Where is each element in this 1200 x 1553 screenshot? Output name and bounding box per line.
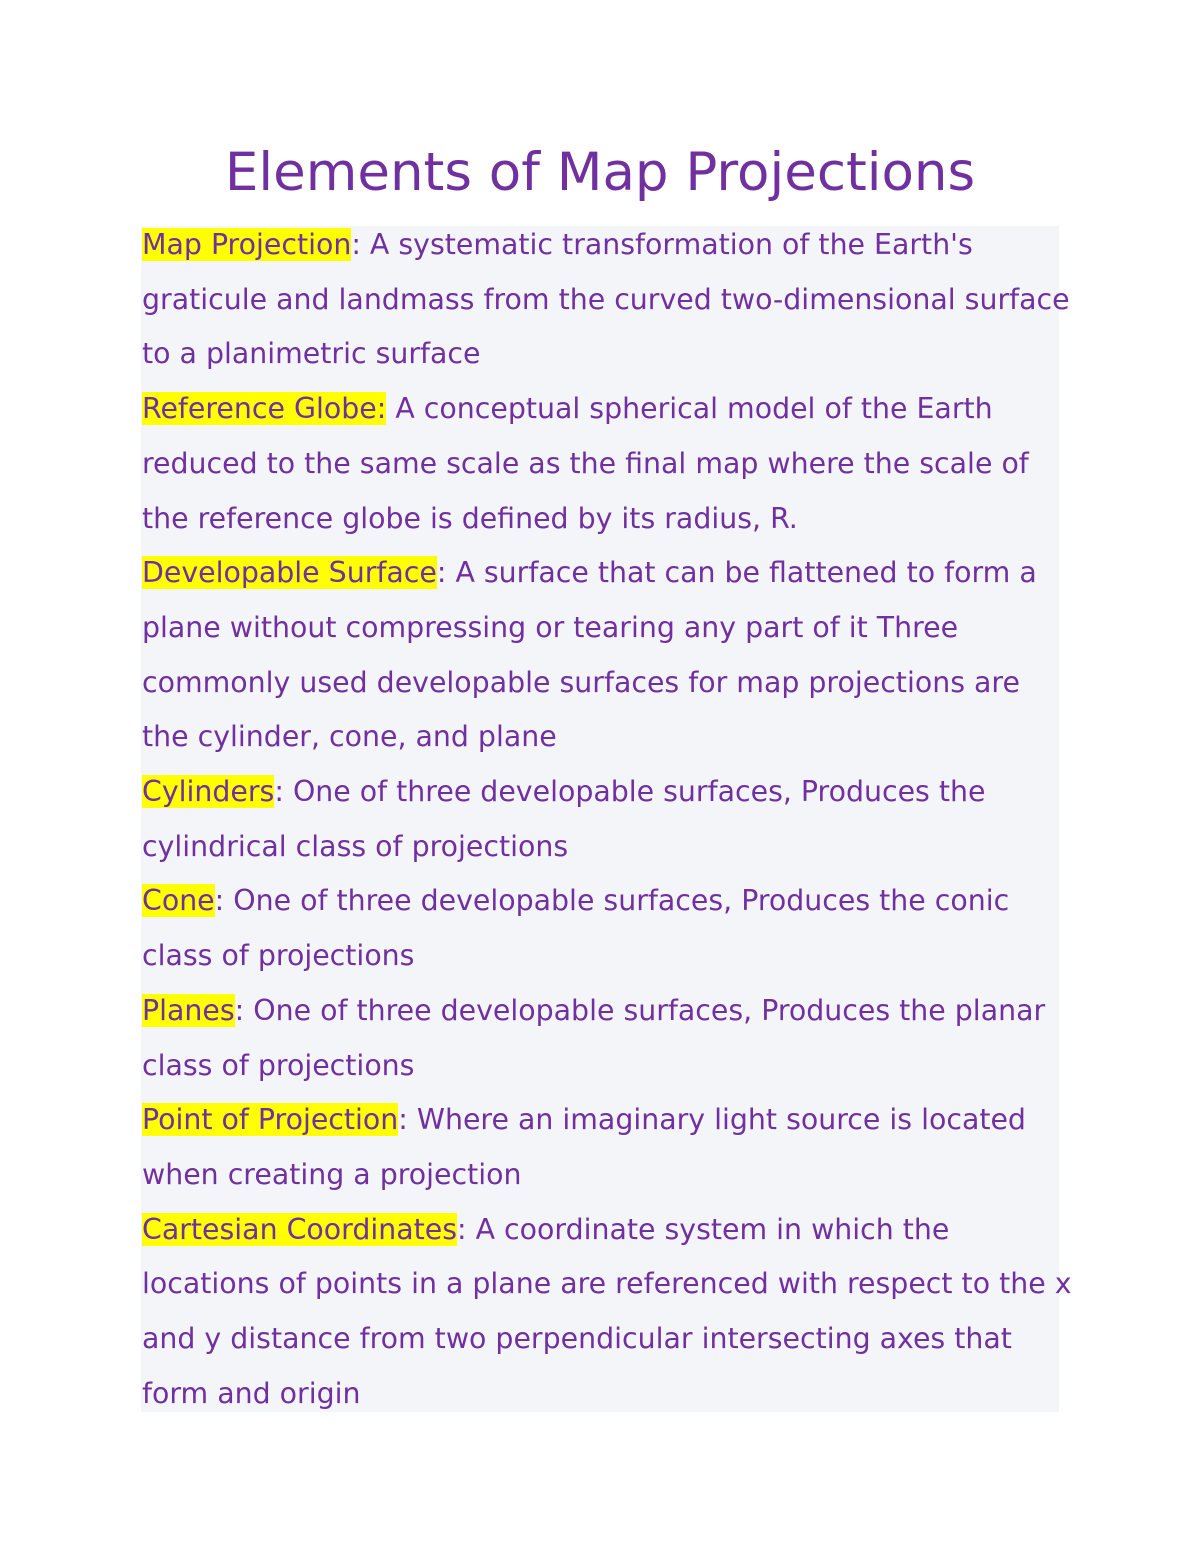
term-cone: Cone xyxy=(142,884,215,918)
term-point-of-projection: Point of Projection xyxy=(142,1103,399,1137)
definition-cylinders xyxy=(142,765,1072,874)
definitions-list xyxy=(142,218,1072,1421)
term-cylinders: Cylinders xyxy=(142,775,275,809)
term-map-projection: Map Projection xyxy=(142,228,352,261)
term-reference-globe: Reference Globe: xyxy=(142,392,387,426)
definition-text: One of three developable surfaces, Produces the cylindrical class of projections xyxy=(142,775,986,863)
definition-text: One of three developable surfaces, Produces the conic class of projections xyxy=(142,884,1010,973)
definition-text: Where an imaginary light source is located when creating a projection xyxy=(142,1103,1026,1191)
definition-cone xyxy=(142,874,1072,983)
definition-text: One of three developable surfaces, Produces the planar class of projections xyxy=(142,993,1046,1082)
definition-cartesian-coordinates xyxy=(142,1203,1072,1422)
definition-planes xyxy=(142,984,1072,1093)
separator: : xyxy=(351,228,370,261)
separator: : xyxy=(274,775,293,809)
definition-text: A coordinate system in which the locations of points in a plane are referenced with respect to the x and y distance from two perpendicular intersecting axes that form and origin xyxy=(142,1212,1072,1410)
term-developable-surface: Developable Surface xyxy=(142,556,437,590)
term-cartesian-coordinates: Cartesian Coordinates xyxy=(142,1212,458,1246)
separator: : xyxy=(214,884,234,918)
term-planes: Planes xyxy=(142,993,235,1027)
separator: : xyxy=(436,556,456,590)
definition-text: A surface that can be flattened to form a plane without compressing or tearing any part of it Three commonly used developable surfaces for map projections are the cylinder, cone, and plane xyxy=(142,556,1037,754)
separator: : xyxy=(234,993,254,1027)
separator xyxy=(386,392,395,425)
definition-map-projection xyxy=(142,218,1072,382)
separator: : xyxy=(457,1212,476,1246)
separator: : xyxy=(398,1103,417,1137)
definition-developable-surface xyxy=(142,546,1072,765)
definition-point-of-projection xyxy=(142,1093,1072,1202)
page-title: Elements of Map Projections xyxy=(224,142,976,203)
definition-text: A systematic transformation of the Earth's graticule and landmass from the curved two-dimensional surface to a planimetric surface xyxy=(142,228,1070,371)
definition-reference-globe xyxy=(142,382,1072,546)
definition-text: A conceptual spherical model of the Earth reduced to the same scale as the final map where the scale of the reference globe is defined by its radius, R. xyxy=(142,392,1029,535)
